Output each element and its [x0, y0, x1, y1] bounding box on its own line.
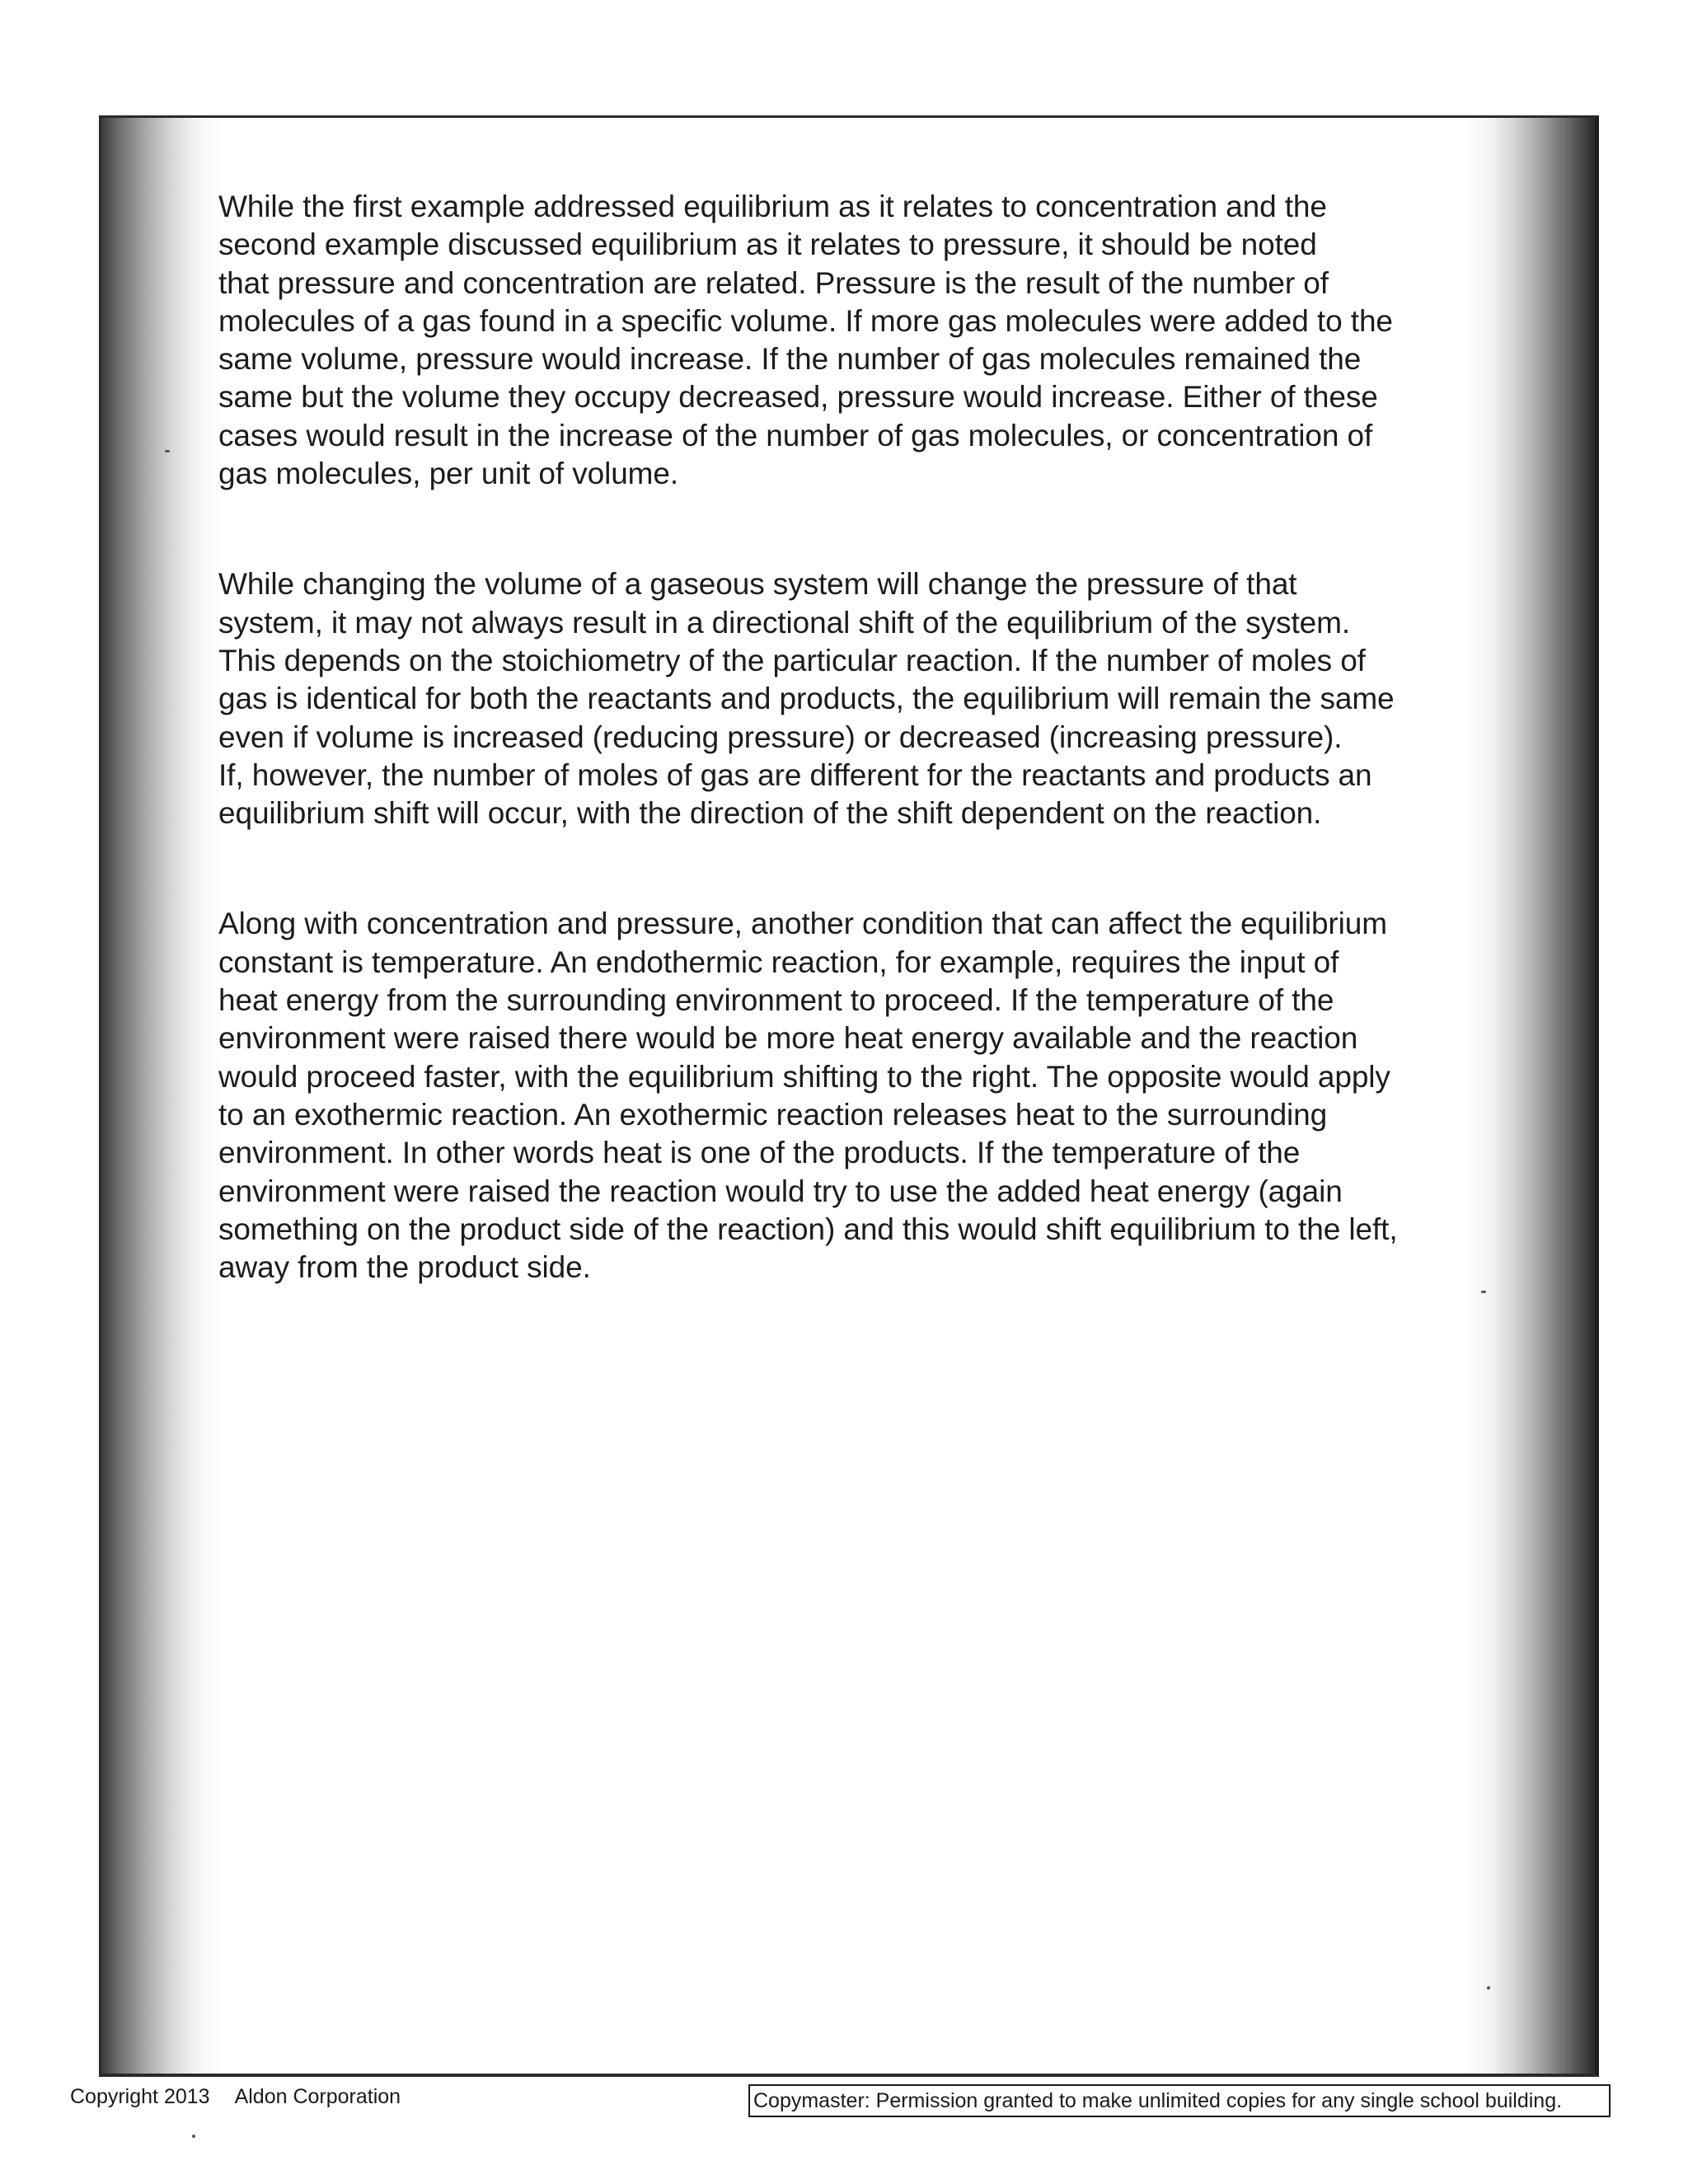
scan-speck	[192, 2135, 195, 2138]
scan-speck	[165, 450, 170, 452]
copyright-year: Copyright 2013	[70, 2085, 210, 2108]
scan-speck	[1481, 1291, 1486, 1293]
publisher-name: Aldon Corporation	[234, 2085, 401, 2108]
scan-speck	[1487, 1986, 1490, 1990]
permission-notice-box: Copymaster: Permission granted to make unlimited copies for any single school building.	[748, 2084, 1611, 2117]
copyright-notice	[70, 2085, 401, 2109]
paragraph-concentration-pressure: While the first example addressed equilibrium as it relates to concentration and the second example discussed equilibrium as it relates to pressure, it should be noted that pressure and concentration are related. Pressure is the result of the number of molecules of a gas found in a specific volume. If more gas molecules were added to the same volume, pressure would increase. If the number of gas molecules remained the same but the volume they occupy decreased, pressure would increase. Either of these cases would result in the increase of the number of gas molecules, or concentration of gas molecules, per unit of volume.	[218, 190, 1393, 491]
document-body	[218, 188, 1488, 1286]
paragraph-temperature: Along with concentration and pressure, another condition that can affect the equilibrium constant is temperature. An endothermic reaction, for example, requires the input of heat energy from the surrounding environment to proceed. If the temperature of the environment were raised there would be more heat energy available and the reaction would proceed faster, with the equilibrium shifting to the right. The opposite would apply to an exothermic reaction. An exothermic reaction releases heat to the surrounding environment. In other words heat is one of the products. If the temperature of the environment were raised the reaction would try to use the added heat energy (again something on the product side of the reaction) and this would shift equilibrium to the left, away from the product side.	[218, 907, 1398, 1285]
paragraph-volume-stoichiometry: While changing the volume of a gaseous system will change the pressure of that system, it may not always result in a directional shift of the equilibrium of the system. This depends on the stoichiometry of the particular reaction. If the number of moles of gas is identical for both the reactants and products, the equilibrium will remain the same even if volume is increased (reducing pressure) or decreased (increasing pressure). If, however, the number of moles of gas are different for the reactants and products an equilibrium shift will occur, with the direction of the shift dependent on the reaction.	[218, 567, 1395, 831]
